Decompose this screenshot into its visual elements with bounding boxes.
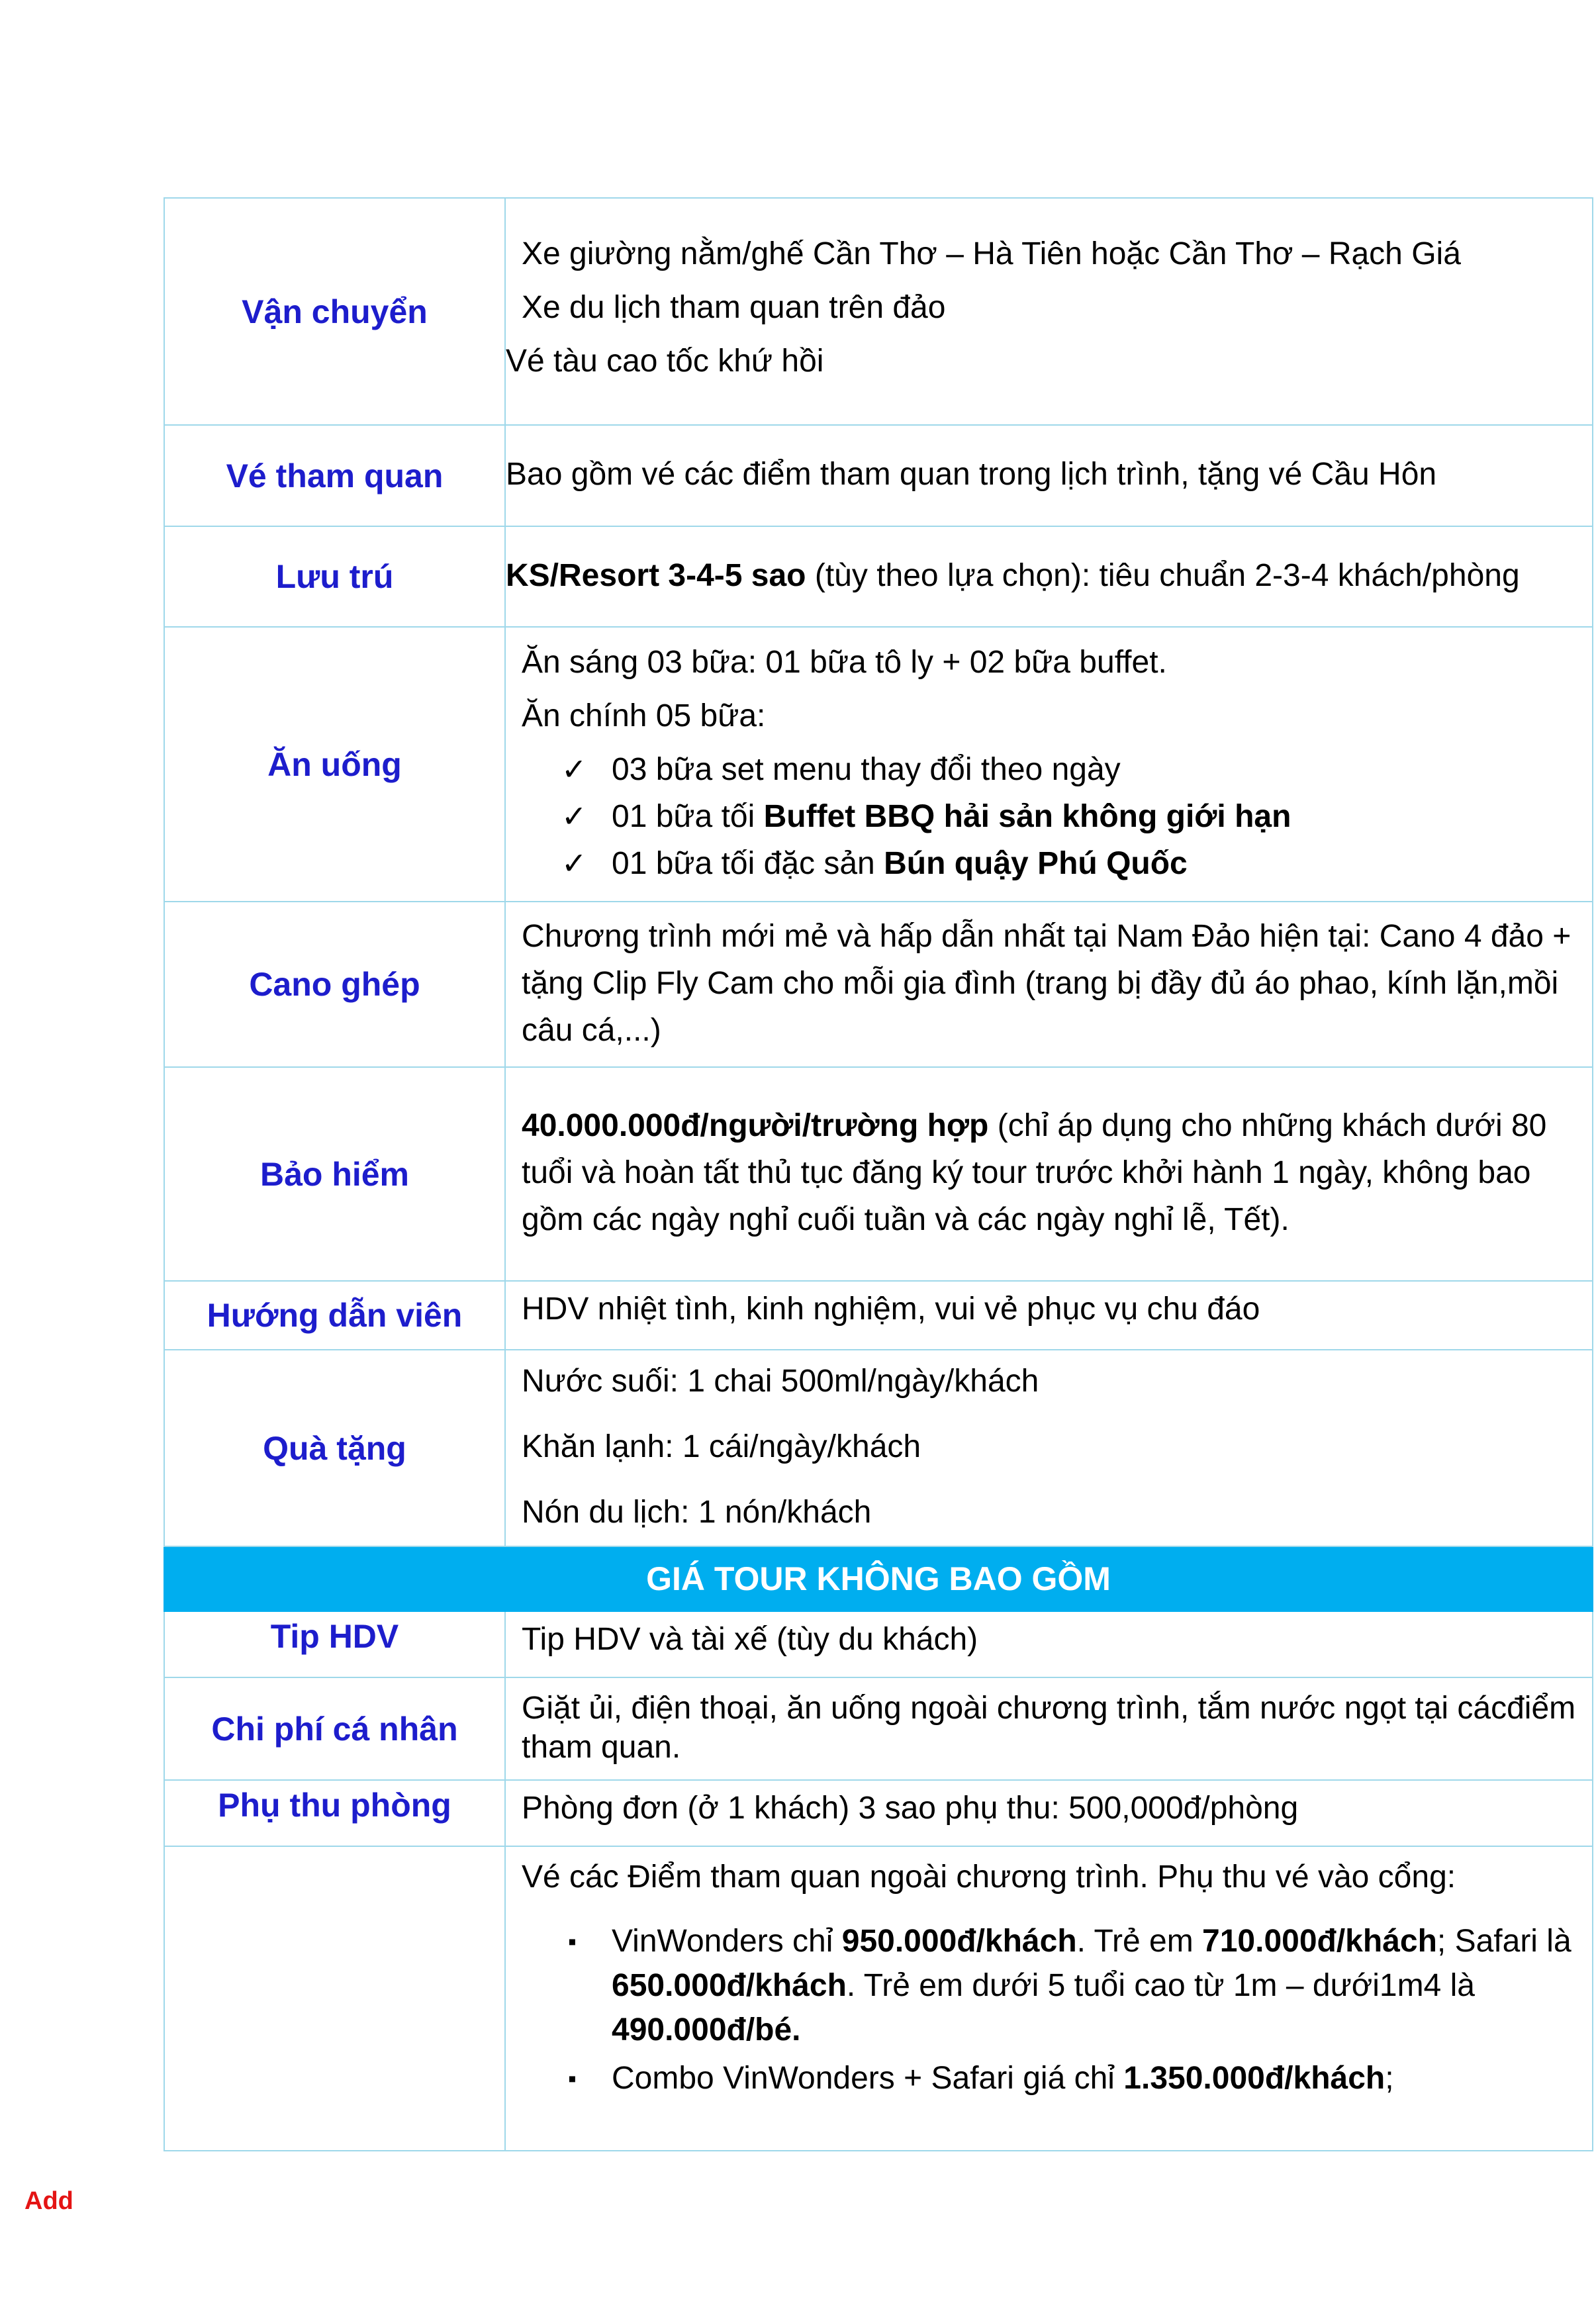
list-item bbox=[561, 844, 1579, 883]
label-qua-tang: Quà tặng bbox=[164, 1350, 505, 1546]
content-huong-dan-vien: HDV nhiệt tình, kinh nghiệm, vui vẻ phục vụ chu đáo bbox=[505, 1281, 1593, 1350]
label-an-uong: Ăn uống bbox=[164, 627, 505, 902]
extra-ticket-list bbox=[522, 1919, 1579, 2100]
text-line: Ăn chính 05 bữa: bbox=[522, 698, 766, 733]
bold-text: Bún quậy Phú Quốc bbox=[884, 846, 1188, 881]
row-banner bbox=[164, 1546, 1593, 1611]
row-phu-thu bbox=[164, 1780, 1593, 1846]
text-line: Khăn lạnh: 1 cái/ngày/khách bbox=[522, 1429, 921, 1464]
text-line: Vé tàu cao tốc khứ hồi bbox=[506, 344, 824, 379]
text-line: Vé các Điểm tham quan ngoài chương trình. Phụ thu vé vào cổng: bbox=[522, 1859, 1456, 1895]
text-span: Combo VinWonders + Safari giá chỉ bbox=[612, 2061, 1124, 2096]
row-chi-phi bbox=[164, 1677, 1593, 1780]
row-bao-hiem bbox=[164, 1067, 1593, 1281]
text-line: Nước suối: 1 chai 500ml/ngày/khách bbox=[522, 1364, 1039, 1399]
label-van-chuyen: Vận chuyển bbox=[164, 198, 505, 425]
check-icon: ✓ bbox=[561, 846, 587, 880]
bold-text: 710.000đ/khách bbox=[1202, 1924, 1437, 1959]
footer-add-label: Add bbox=[24, 2187, 73, 2215]
row-tip-hdv bbox=[164, 1611, 1593, 1677]
hotel-standard: KS/Resort 3-4-5 sao bbox=[506, 557, 806, 593]
list-item bbox=[561, 797, 1579, 836]
text-line: Nón du lịch: 1 nón/khách bbox=[522, 1495, 872, 1530]
insurance-amount: 40.000.000đ/người/trường hợp bbox=[522, 1108, 989, 1143]
row-ve-tham-quan bbox=[164, 425, 1593, 526]
content-van-chuyen bbox=[505, 198, 1593, 425]
text-span: ; Safari là bbox=[1436, 1924, 1572, 1959]
row-cano-ghep bbox=[164, 902, 1593, 1067]
bold-text: 1.350.000đ/khách bbox=[1123, 2061, 1385, 2096]
content-luu-tru bbox=[505, 526, 1593, 627]
content-tip-hdv: Tip HDV và tài xế (tùy du khách) bbox=[505, 1611, 1593, 1677]
square-bullet-icon: ▪ bbox=[568, 2065, 577, 2092]
not-included-banner: GIÁ TOUR KHÔNG BAO GỒM bbox=[164, 1546, 1593, 1611]
row-van-chuyen bbox=[164, 198, 1593, 425]
content-cano-ghep: Chương trình mới mẻ và hấp dẫn nhất tại Nam Đảo hiện tại: Cano 4 đảo + tặng Clip Fly Cam cho mỗi gia đình (trang bị đầy đủ áo phao, kính lặn,mồi câu cá,...) bbox=[505, 902, 1593, 1067]
label-huong-dan-vien: Hướng dẫn viên bbox=[164, 1281, 505, 1350]
row-qua-tang bbox=[164, 1350, 1593, 1546]
row-luu-tru bbox=[164, 526, 1593, 627]
content-bao-hiem bbox=[505, 1067, 1593, 1281]
text-span: . Trẻ em dưới 5 tuổi cao từ 1m – dưới1m4 là bbox=[846, 1968, 1475, 2003]
text-span: ; bbox=[1385, 2061, 1394, 2096]
bold-text: 950.000đ/khách bbox=[841, 1924, 1077, 1959]
text-span: . Trẻ em bbox=[1076, 1924, 1203, 1959]
label-cano-ghep: Cano ghép bbox=[164, 902, 505, 1067]
row-huong-dan-vien bbox=[164, 1281, 1593, 1350]
square-bullet-icon: ▪ bbox=[568, 1928, 577, 1955]
text-line: Ăn sáng 03 bữa: 01 bữa tô ly + 02 bữa buffet. bbox=[522, 645, 1167, 680]
text-span: (tùy theo lựa chọn): tiêu chuẩn 2-3-4 khách/phòng bbox=[806, 557, 1520, 593]
label-empty bbox=[164, 1846, 505, 2151]
text-span: (chỉ áp dụng cho những khách dưới 80 tuổi và hoàn tất thủ tục đăng ký tour trước khởi hành 1 ngày, không bao gồm các ngày nghỉ cuối tuần và các ngày nghỉ lễ, Tết). bbox=[522, 1108, 1547, 1237]
bold-text: 490.000đ/bé. bbox=[612, 2012, 801, 2047]
label-phu-thu: Phụ thu phòng bbox=[164, 1780, 505, 1846]
label-luu-tru: Lưu trú bbox=[164, 526, 505, 627]
list-item bbox=[561, 2056, 1579, 2100]
content-an-uong bbox=[505, 627, 1593, 902]
content-phu-thu: Phòng đơn (ở 1 khách) 3 sao phụ thu: 500,000đ/phòng bbox=[505, 1780, 1593, 1846]
label-bao-hiem: Bảo hiểm bbox=[164, 1067, 505, 1281]
text-span: 01 bữa tối đặc sản bbox=[612, 846, 884, 881]
content-qua-tang bbox=[505, 1350, 1593, 1546]
text-span: 01 bữa tối bbox=[612, 799, 764, 834]
text-line: Xe giường nằm/ghế Cần Thơ – Hà Tiên hoặc Cần Thơ – Rạch Giá bbox=[522, 236, 1461, 271]
content-ve-ngoai bbox=[505, 1846, 1593, 2151]
bold-text: 650.000đ/khách bbox=[612, 1968, 847, 2003]
row-an-uong bbox=[164, 627, 1593, 902]
list-item bbox=[561, 1919, 1579, 2052]
bold-text: Buffet BBQ hải sản không giới hạn bbox=[763, 799, 1291, 834]
text-span: 03 bữa set menu thay đổi theo ngày bbox=[612, 752, 1121, 787]
text-line: Xe du lịch tham quan trên đảo bbox=[522, 290, 946, 325]
label-chi-phi: Chi phí cá nhân bbox=[164, 1677, 505, 1780]
content-ve-tham-quan: Bao gồm vé các điểm tham quan trong lịch trình, tặng vé Cầu Hôn bbox=[505, 425, 1593, 526]
label-tip-hdv: Tip HDV bbox=[164, 1611, 505, 1677]
list-item bbox=[561, 750, 1579, 789]
check-icon: ✓ bbox=[561, 799, 587, 833]
row-ve-ngoai bbox=[164, 1846, 1593, 2151]
check-icon: ✓ bbox=[561, 752, 587, 786]
content-chi-phi: Giặt ủi, điện thoại, ăn uống ngoài chương trình, tắm nước ngọt tại cácđiểm tham quan. bbox=[505, 1677, 1593, 1780]
text-span: VinWonders chỉ bbox=[612, 1924, 842, 1959]
meal-list bbox=[522, 750, 1579, 883]
tour-inclusions-table bbox=[164, 197, 1593, 2151]
label-ve-tham-quan: Vé tham quan bbox=[164, 425, 505, 526]
